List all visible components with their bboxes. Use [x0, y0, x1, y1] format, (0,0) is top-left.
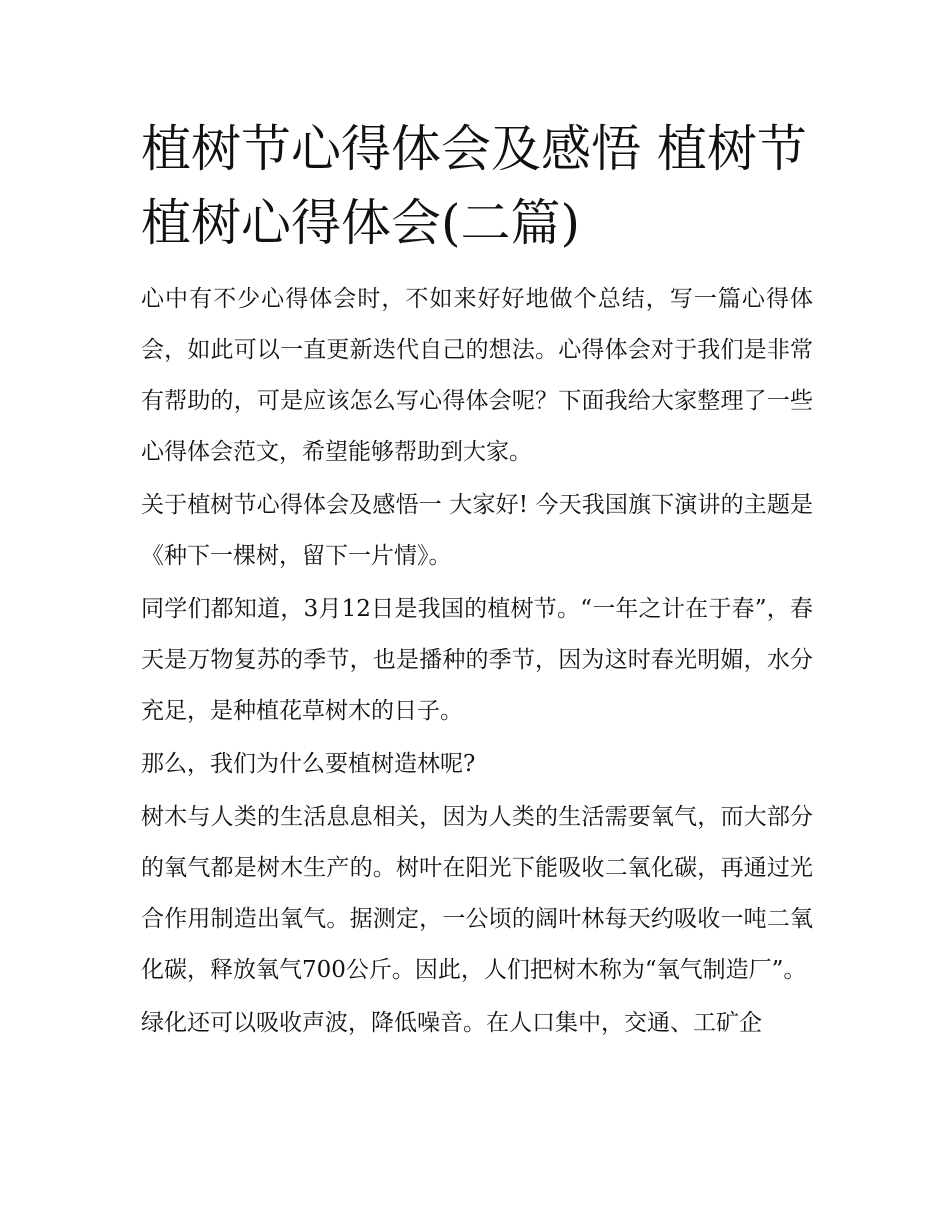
paragraph-intro: 心中有不少心得体会时，不如来好好地做个总结，写一篇心得体会，如此可以一直更新迭代自己的想法。心得体会对于我们是非常有帮助的，可是应该怎么写心得体会呢？下面我给大家整理了一些心得体会范文，希望能够帮助到大家。: [141, 286, 813, 465]
paragraph-question: 那么，我们为什么要植树造林呢?: [141, 751, 476, 777]
document-body: [141, 112, 813, 1051]
paragraph-noise: 绿化还可以吸收声波，降低噪音。在人口集中，交通、工矿企: [141, 1010, 762, 1036]
paragraph-arbor-day: 同学们都知道，3月12日是我国的植树节。“一年之计在于春”，春天是万物复苏的季节，也是播种的季节，因为这时春光明媚，水分充足，是种植花草树木的日子。: [141, 596, 813, 724]
paragraph-oxygen: 树木与人类的生活息息相关，因为人类的生活需要氧气，而大部分的氧气都是树木生产的。树叶在阳光下能吸收二氧化碳，再通过光合作用制造出氧气。据测定，一公顷的阔叶林每天约吸收一吨二氧化碳，释放氧气700公斤。因此，人们把树木称为“氧气制造厂”。: [141, 804, 813, 983]
paragraph-speech-topic: 关于植树节心得体会及感悟一 大家好! 今天我国旗下演讲的主题是《种下一棵树，留下一片情》。: [141, 492, 813, 569]
document-title: 植树节心得体会及感悟 植树节植树心得体会(二篇): [141, 120, 807, 252]
